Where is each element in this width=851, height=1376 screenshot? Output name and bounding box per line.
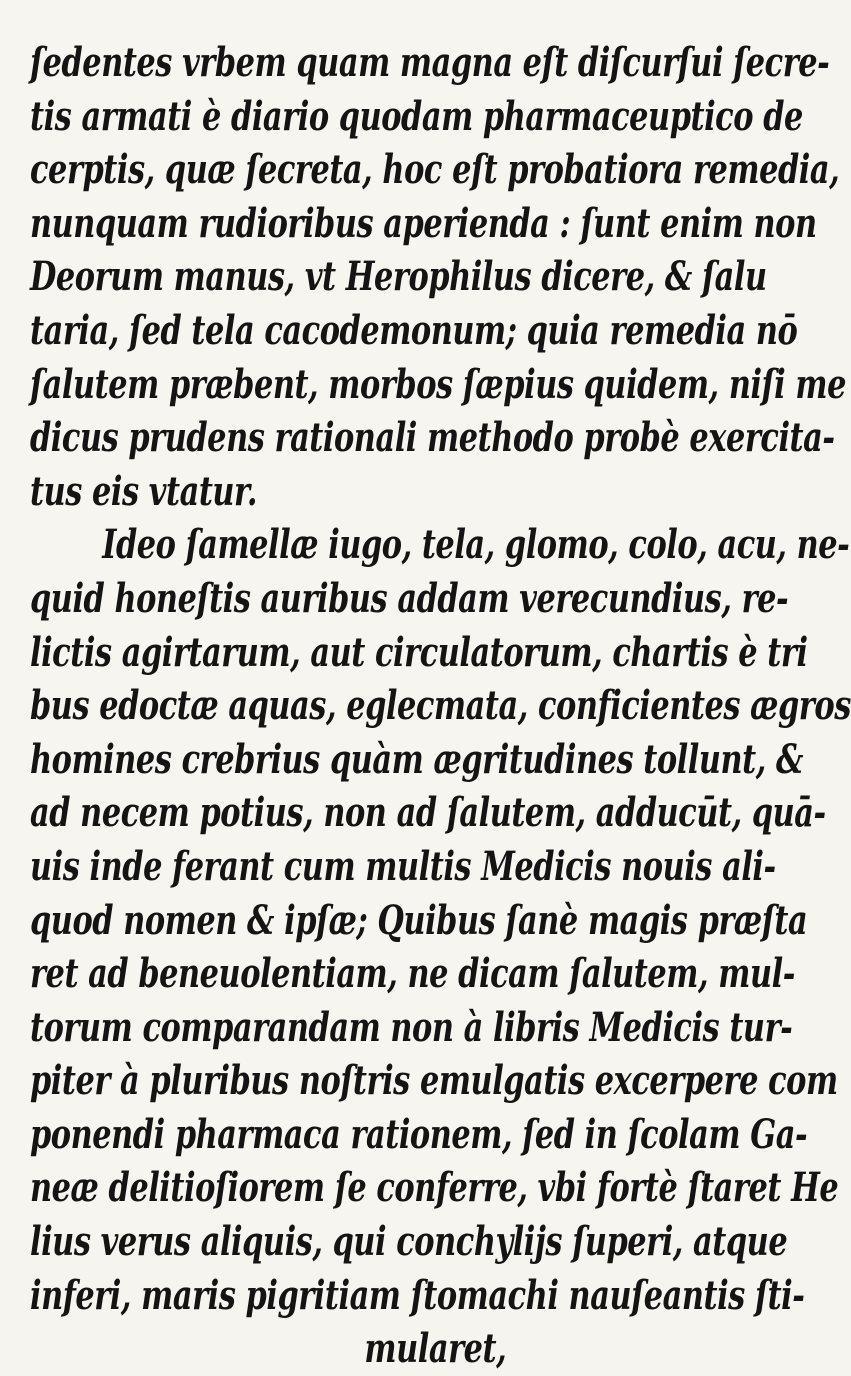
text-line-6: taria, ſed tela cacodemonum; quia remedia nō [30,306,798,354]
paragraph-start-line: Ideo ſamellæ iugo, tela, glomo, colo, acu, ne- [102,521,850,569]
text-line-3: cerptis, quæ ſecreta, hoc eſt probatiora remedia, [30,146,840,194]
text-line-15: ad necem potius, non ad ſalutem, adducūt, quā- [30,789,826,837]
text-line-1: ſedentes vrbem quam magna eſt diſcurſui ſecre- [30,39,830,86]
text-line-7: ſalutem præbent, morbos ſæpius quidem, niſi me [30,360,846,408]
text-line-18: ret ad beneuolentiam, ne dicam ſalutem, mul- [30,950,795,998]
text-line-20: piter à pluribus noſtris emulgatis excerpere com [30,1057,838,1105]
text-line-22: neæ delitioſiorem ſe conferre, vbi fortè ſtaret He [30,1164,839,1212]
text-line-23: lius verus aliquis, qui conchylijs ſuperi, atque [30,1218,788,1266]
text-line-17: quod nomen & ipſæ; Quibus ſanè magis præſta [30,896,808,944]
text-line-5: Deorum manus, vt Herophilus dicere, & ſalu [30,253,767,301]
text-line-24: inferi, maris pigritiam ſtomachi nauſeantis ſti- [30,1271,805,1319]
text-line-16: uis inde ferant cum multis Medicis nouis ali- [30,842,776,890]
text-line-21: ponendi pharmaca rationem, ſed in ſcolam Ga- [30,1110,808,1158]
text-line-12: lictis agirtarum, aut circulatorum, chartis è tri [30,628,808,676]
text-line-9: tus eis vtatur. [30,467,257,515]
text-line-4: nunquam rudioribus aperienda : ſunt enim non [30,199,817,247]
text-line-8: dicus prudens rationali methodo probè exercita- [30,414,835,462]
latin-text-block [30,36,851,1376]
text-line-2: tis armati è diario quodam pharmaceuptico de [30,92,803,140]
text-line-19: torum comparandam non à libris Medicis tur- [30,1003,793,1051]
catchword-line: mularet, [364,1325,507,1373]
text-line-13: bus edoctæ aquas, eglecmata, conficientes ægros [30,682,851,730]
text-line-11: quid honeſtis auribus addam verecundius, re- [30,574,789,622]
text-line-14: homines crebrius quàm ægritudines tollunt, & [30,735,803,783]
